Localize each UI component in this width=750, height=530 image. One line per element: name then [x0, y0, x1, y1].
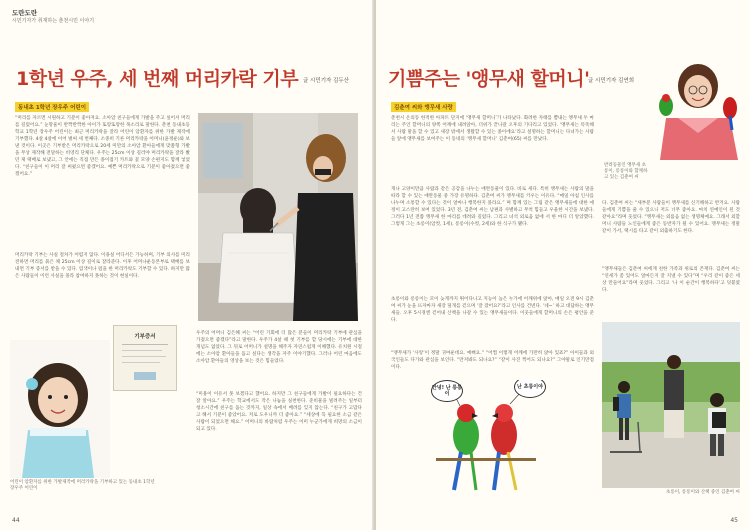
- page-number: 45: [730, 517, 738, 524]
- photo-caption-top: 반려동물인 앵무새 초롱이, 롱롱이와 함께하고 있는 김춘여 씨: [604, 163, 648, 180]
- page-number: 44: [12, 517, 20, 524]
- article-tag: 김춘여 씨와 앵무새 사랑: [391, 102, 456, 112]
- article-title: 1학년 우주, 세 번째 머리카락 기부: [16, 68, 299, 90]
- article-body-4: “미용이 이유서 못 보겠다고 했어요. 하지만 그 친구들에게 가발이 필요하다는 건 잘 알아요.” 우주는 학교에서도 작은 나눔을 실천한다. 준비물을 빌려주는 일부터 청소시간에 친구를 돕는 것까지, 일상 속에서 배려를 잊지 않는다. “친구가 고맙다고 해서 기분이 좋았어요. 저로 도우니까 더 좋아요.” “세상에 꼭 필요한 소금 같은 사람이 되었으면 해요.” 어머니의 바람처럼 우주는 이미 누군가에게 희망의 소금이 되고 있다.: [196, 392, 362, 432]
- article-body-3: 우주의 어머니 김은혜 씨는 “어린 기회에 더 많은 분들이 머리카락 기부에 관심을 가졌으면 좋겠다”라고 말한다. 우주가 4살 때 첫 기부를 할 당시에는 기부에 대한 개념도 없었다. 그 뒤로 어머니가 설명을 해주자 자연스럽게 이해했다. 유치원 시절에는 소아암 환아들을 돕고 싶다는 생각을 자주 이야기했다. 그러나 어린 마음에도 소아암 환아들의 영상을 보는 것은 힘들었다.: [196, 331, 362, 364]
- article-title: 기쁨주는 '앵무새 할머니': [388, 68, 590, 90]
- photo-caption-bottom: 초롱이, 롱롱이와 산책 중인 김춘여 씨: [666, 490, 740, 495]
- article-body-1: 춘천시 온의동 한적한 아파트 단지에 ‘앵무새 할머니’가 나타났다. 화려한 자태를 뽐내는 앵무새 두 마리는 주인 할머니의 양쪽 어깨에 내려앉아, 더위가 끝나갈 오후의 기다리고 있었다. ‘앵무새는 똑똑해서 사람 말을 할 수 있고 새장 밖에서 생활할 수 있는 종이에요’라고 설명하는 할머니는 다녀가는 사람들 앞에 앵무새를 보여주는 이 동네의 ‘앵무새 할머니’ 김춘여(65) 씨를 만났다.: [391, 116, 594, 142]
- article-body-2: 머리카락 기부는 사실 절차가 어렵지 않다. 이용실 어디서든 가능하며, 기부 의사를 미리 전하면 머리를 묶은 채 25cm 이상 길이로 잘라준다. 이후 어머나운동본부로 택배를 보내면 기부 증서를 받을 수 있다. 염색이나 펌을 한 머리카락도 기부할 수 있다. 하지만 많은 사람들이 이런 사실을 몰라 참여하지 못하는 것이 현실이다.: [15, 253, 190, 279]
- subsection-label: 시민기자가 취재하는 춘천시민 이야기: [12, 18, 95, 24]
- article-body-3: 초롱이와 롱롱이는 모이 늦게까지 뛰어다니고 지능이 높은 누가에 어깨위에 앉아, 매일 오전 9시 김춘여 씨가 눈을 뜨자마자 새장 덮개를 걷으며 ‘잘 잤어요?’라고 인사를 건넨다. ‘네~’ 하고 대답하는 앵무새들. 오후 5시경엔 걷어내 산책을 나갈 수 있는 앵무새들이다. 이웃들에게 할머니의 손은 평안을 준다.: [391, 297, 594, 323]
- article-body-4: “앵무새가 ‘사랑’이 정말 귀여운데요. 예뻐요.” “어쩜 이렇게 어깨에 가만히 앉아 있죠?” 아이들과 외국인들도 다가와 관심을 보인다. “만져봐도 되나요?” “같이 사진 찍어도 되나요?” 그야말로 인기만점이다.: [391, 351, 594, 370]
- donation-certificate: [113, 325, 177, 391]
- speech-bubble-2: 난 초롱이야: [514, 380, 546, 398]
- certificate-title: 기부증서: [134, 334, 156, 340]
- parrots-illustration: [396, 380, 596, 495]
- article-body-1: “머리를 자르면 시원하고 기분이 좋아져요. 소아암 친구들에게 가발을 주고 싶어서 머리를 길렀어요.” 눈망울이 반짝반짝한 아이가 또랑또랑한 목소리로 말한다. 춘천 동내초등학교 1학년 장우주 어린이는 최근 머리카락을 잘라 어린이 암환자를 위한 가발 제작에 기부했다. 4살 4살에 이어 벌써 세 번째다. 소중히 기른 머리카락을 어머니(윤정운)와 보낸 것이다. 이곳은 기부받은 머리카락으로 20세 미만의 소아암 환아들에게 맞춤형 가발을 무상 제작해 전달하는 비영리 단체다. 우주는 25cm 이상 길러야 머리카락을 잘라 봤던 제 택배로 보냈고, 그 안에는 직접 만든 종이접기 카트와 꽃 모양 손편지도 함께 넣었다. “친구들이 이 머리 잘 써줬으면 좋겠어요. 예쁜 머리카락으로 기분이 좋아졌으면 좋겠어요.”: [15, 116, 190, 177]
- photo-caption: 어린이 암환자를 위한 가발제작에 머리카락을 기부하고 있는 동내초 1학년 장우주 어린이: [10, 480, 155, 491]
- right-page: [376, 0, 750, 530]
- section-label: 도란도란: [12, 9, 38, 17]
- left-page: [0, 0, 374, 530]
- haircut-photo: [198, 113, 358, 321]
- grandma-parrots-photo: [658, 58, 740, 160]
- walking-photo: [602, 322, 740, 488]
- article-author: 글 시민기자 김두산: [303, 78, 350, 84]
- article-author: 글 시민기자 김연희: [588, 78, 635, 84]
- girl-portrait-photo: [10, 340, 110, 478]
- article-tag: 동내초 1학년 장우주 어린이: [15, 102, 89, 112]
- article-body-2: 개나 고양이만큼 사람과 같은 공감을 나누는 애완동물이 있다. 바로 새다. 특히 앵무새는 사람의 말을 따라 할 수 있는 애완동물 중 가장 유명하다. 김춘여 씨가 앵무새를 키우는 이유다. “매일 아침 인사를 나누며 소통할 수 있다는 것이 얼마나 행복한지 몰라요.” 며 함께 있는 그림 같은 앵무새들에 대한 애정이 고스란히 보여 있었다. 3년 전, 김춘여 씨는 남편과 사별하고 무척 힘들고 우울한 시간을 보냈다. 그러다 1년 전쯤 앵무새 한 마리를 데려와 길렀다. 그리고 녀석 외로움 없애 서 한 마디 더 알았했다. 그렇게 그는 초롱이(암컷, 1세), 롱롱이(수컷, 2세)와 한 식구가 됐다.: [391, 187, 594, 227]
- speech-bubble-1: 안녕! 난 롱롱이: [431, 380, 463, 402]
- article-body-5: 다. 김춘여 씨는 “새부분 사람들이 앵무새를 신기해하고 반겨요. 사람들에게 기쁨을 줄 수 있으니 저도 너무 좋아요. 마치 연예인이 된 것 같아요”라며 웃었다. “앵무새는 외롭음 없는 생명체예요. 그래서 외할머니 사람들 노인들에게 좋은 동반자가 될 수 있어요. 앵무새는 정말 같이 가서, 택시를 타고 같이 외출하기도 한다.: [602, 201, 740, 234]
- article-body-6: “앵무새들은 김춘여 씨에게 친한 가족과 위로의 존재다. 김춘여 씨는 “연세가 좀 있어도 얼마든지 잘 지낼 수 있다”며 “우리 같이 좋은 세상 만들어요”라며 웃었다. 그리고 ‘나 이 순간이 행복하다’고 덧붙였다.: [602, 267, 740, 293]
